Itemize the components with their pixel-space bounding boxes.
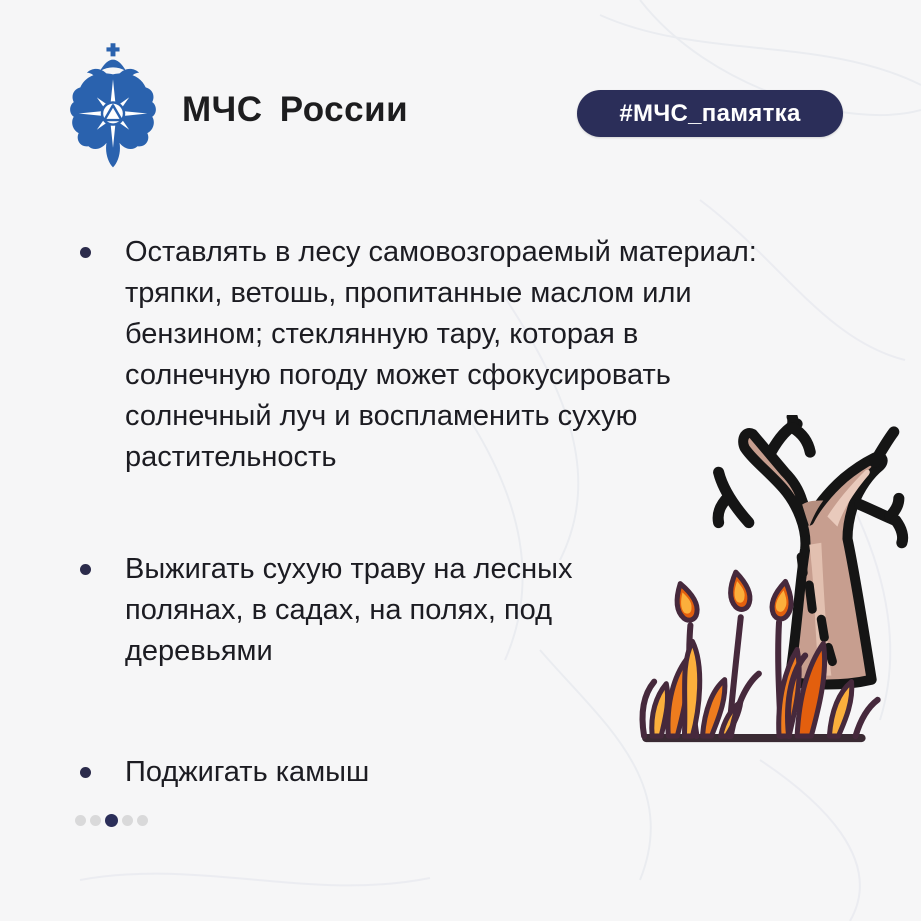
page-dot[interactable] (137, 815, 148, 826)
bullet-line: Поджигать камыш (125, 756, 370, 788)
bullet-line: солнечную погоду может сфокусировать (125, 359, 671, 391)
bullet-line: полянах, в садах, на полях, под (125, 594, 553, 626)
bullet-dot-icon (80, 247, 91, 258)
bullet-line: растительность (125, 441, 337, 473)
bullet-dot-icon (80, 564, 91, 575)
bullet-text (125, 549, 572, 672)
page-dot[interactable] (75, 815, 86, 826)
page-dot-active[interactable] (105, 814, 118, 827)
page-title: МЧС России (182, 90, 409, 129)
pagination-dots (75, 814, 148, 827)
bullet-line: Оставлять в лесу самовозгораемый материал: (125, 236, 757, 268)
list-item (80, 549, 572, 672)
bullet-text (125, 752, 369, 793)
bullet-dot-icon (80, 767, 91, 778)
hashtag-badge[interactable] (577, 90, 843, 137)
mchs-logo-icon (64, 34, 162, 180)
list-item (80, 752, 369, 793)
bullet-line: Выжигать сухую траву на лесных (125, 553, 573, 585)
page-dot[interactable] (122, 815, 133, 826)
bullet-line: тряпки, ветошь, пропитанные маслом или (125, 277, 692, 309)
burning-tree-illustration (630, 415, 921, 749)
bullet-line: деревьями (125, 635, 273, 667)
hashtag-badge-label: #МЧС_памятка (619, 99, 801, 127)
page-dot[interactable] (90, 815, 101, 826)
bullet-line: солнечный луч и воспламенить сухую (125, 400, 638, 432)
bullet-line: бензином; стеклянную тару, которая в (125, 318, 639, 350)
